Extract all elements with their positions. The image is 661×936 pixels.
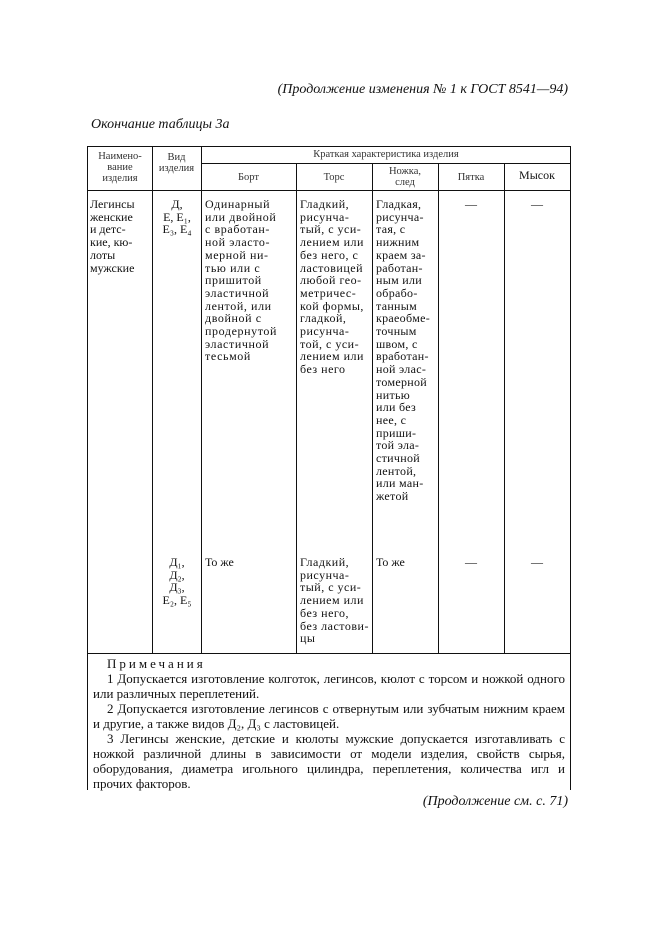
cell-type: Д₁, Д₂, Д₃, Е₂, Е₅ <box>162 555 192 608</box>
cell-type: Д, Е, Е₁, Е₃, Е₄ <box>162 197 192 237</box>
notes-title: Примечания <box>107 656 206 671</box>
footer-continuation: (Продолжение см. с. 71) <box>422 794 568 809</box>
header-tors: Торс <box>323 172 345 183</box>
cell-tors: Гладкий, рисунча- тый, с уси- лением или без него, без ластови- цы <box>300 555 369 646</box>
note-item: 2 Допускается изготовление легинсов с отвернутым или зубчатым нижним краем и другие, а также видов Д₂, Д₃ с ластовицей. <box>93 701 565 731</box>
header-divider <box>201 163 571 164</box>
note-item: 1 Допускается изготовление колготок, легинсов, кюлот с торсом и ножкой одного или различных переплетений. <box>93 671 565 701</box>
table-caption: Окончание таблицы 3а <box>91 117 230 132</box>
table-border-bottom <box>87 653 571 654</box>
cell-mysok: — <box>531 197 543 211</box>
header-name: Наимено- вание изделия <box>98 151 142 184</box>
header-mysok: Мысок <box>519 168 555 182</box>
header-group: Краткая характеристика изделия <box>313 149 459 160</box>
cell-nozhka: То же <box>376 555 405 569</box>
header-bort: Борт <box>238 172 259 183</box>
header-type: Вид изделия <box>158 152 195 174</box>
col-divider <box>438 163 439 653</box>
cell-mysok: — <box>531 555 543 569</box>
cell-pyatka: — <box>465 555 477 569</box>
header-pyatka: Пятка <box>457 172 485 183</box>
col-divider <box>296 163 297 653</box>
cell-bort: Одинарный или двойной с вработан- ной эласто- мерной ни- тью или с пришитой эластичной лентой, или двойной с продернутой эластичной тесьмой <box>205 197 278 364</box>
cell-name: Легинсы женские и детс- кие, кю- лоты мужские <box>90 197 135 275</box>
header-nozhka: Ножка, след <box>388 166 422 188</box>
header-continuation: (Продолжение изменения № 1 к ГОСТ 8541—94) <box>277 82 568 97</box>
border-right <box>570 146 571 790</box>
cell-tors: Гладкий, рисунча- тый, с уси- лением или без него, с ластовицей любой гео- метричес- кой формы, гладкой, рисунча- той, с уси- лением или без него <box>300 197 364 377</box>
col-divider <box>201 146 202 653</box>
col-divider <box>372 163 373 653</box>
border-left <box>87 146 88 790</box>
note-item: 3 Легинсы женские, детские и кюлоты мужские допускается изготавливать с ножкой различной длины в зависимости от модели изделия, свойств сырья, оборудования, диаметра игольного цилиндра, переплетения, количества игл и прочих факторов. <box>93 731 565 791</box>
header-bottom <box>87 190 571 191</box>
cell-nozhka: Гладкая, рисунча- тая, с нижним краем за- работан- ным или обрабо- танным краеобме- точным швом, с вработан- ной элас- томерной нитью или без нее, с приши- той эла- стичной лентой, или ман- жетой <box>376 197 431 504</box>
notes <box>93 656 565 791</box>
col-divider <box>504 163 505 653</box>
table-border-top <box>87 146 571 147</box>
cell-pyatka: — <box>465 197 477 211</box>
cell-bort: То же <box>205 555 234 569</box>
col-divider <box>152 146 153 653</box>
